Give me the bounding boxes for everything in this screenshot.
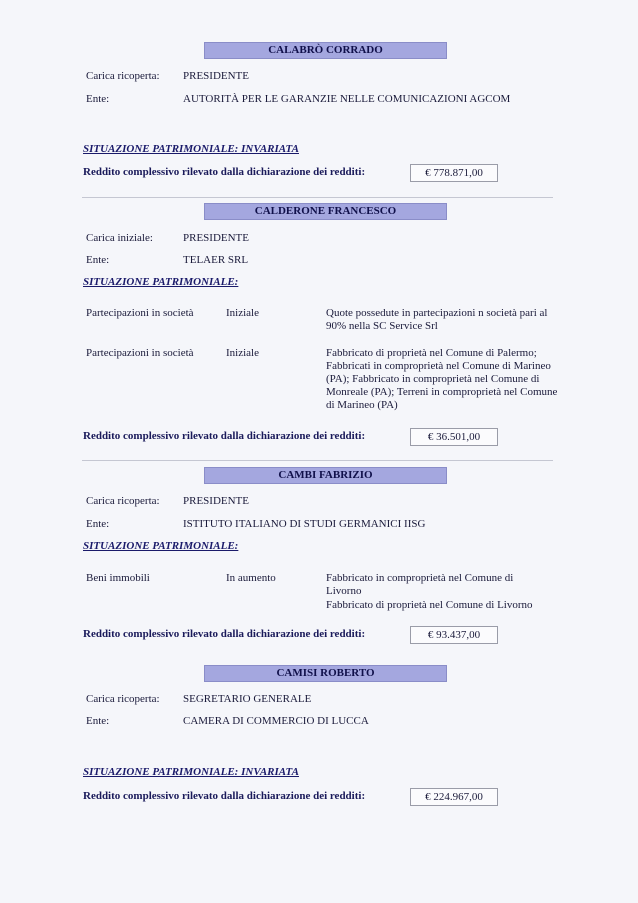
ente-value: CAMERA DI COMMERCIO DI LUCCA: [183, 715, 369, 727]
role-value: PRESIDENTE: [183, 495, 249, 507]
ente-value: AUTORITÀ PER LE GARANZIE NELLE COMUNICAZIONI AGCOM: [183, 93, 511, 105]
ente-label: Ente:: [86, 715, 110, 727]
role-value: PRESIDENTE: [183, 232, 249, 244]
ente-value: TELAER SRL: [183, 254, 249, 266]
asset-description: Fabbricato in comproprietà nel Comune di Livorno: [326, 572, 514, 597]
asset-status: Iniziale: [226, 307, 259, 319]
role-label: Carica iniziale:: [86, 232, 153, 244]
asset-description: Fabbricato di proprietà nel Comune di Palermo; Fabbricati in comproprietà nel Comune di Marineo (PA); Fabbricato in comproprietà nel Comune di Monreale (PA); Terreni in comproprietà nel Comune di Marineo (PA): [326, 347, 558, 411]
income-value-box: € 93.437,00: [410, 626, 498, 644]
role-label: Carica ricoperta:: [86, 693, 160, 705]
role-label: Carica ricoperta:: [86, 495, 160, 507]
income-label: Reddito complessivo rilevato dalla dichiarazione dei redditi:: [83, 166, 366, 178]
income-value-box: € 778.871,00: [410, 164, 498, 182]
situation-heading: SITUAZIONE PATRIMONIALE:: [83, 276, 239, 288]
asset-description-2: Fabbricato di proprietà nel Comune di Livorno: [326, 599, 533, 611]
asset-status: In aumento: [226, 572, 276, 584]
asset-type: Beni immobili: [86, 572, 150, 584]
entry-name-header: CALABRÒ CORRADO: [204, 42, 447, 59]
situation-heading: SITUAZIONE PATRIMONIALE: INVARIATA: [83, 143, 299, 155]
income-label: Reddito complessivo rilevato dalla dichiarazione dei redditi:: [83, 790, 366, 802]
ente-label: Ente:: [86, 518, 110, 530]
income-label: Reddito complessivo rilevato dalla dichiarazione dei redditi:: [83, 628, 366, 640]
ente-label: Ente:: [86, 254, 110, 266]
ente-label: Ente:: [86, 93, 110, 105]
entry-name-header: CAMISI ROBERTO: [204, 665, 447, 682]
section-divider: [82, 460, 553, 461]
asset-description: Quote possedute in partecipazioni n società pari al 90% nella SC Service Srl: [326, 307, 548, 332]
asset-type: Partecipazioni in società: [86, 307, 194, 319]
situation-heading: SITUAZIONE PATRIMONIALE:: [83, 540, 239, 552]
asset-status: Iniziale: [226, 347, 259, 359]
situation-heading: SITUAZIONE PATRIMONIALE: INVARIATA: [83, 766, 299, 778]
section-divider: [82, 197, 553, 198]
income-label: Reddito complessivo rilevato dalla dichiarazione dei redditi:: [83, 430, 366, 442]
income-value-box: € 36.501,00: [410, 428, 498, 446]
role-value: SEGRETARIO GENERALE: [183, 693, 312, 705]
role-label: Carica ricoperta:: [86, 70, 160, 82]
asset-type: Partecipazioni in società: [86, 347, 194, 359]
entry-name-header: CAMBI FABRIZIO: [204, 467, 447, 484]
entry-name-header: CALDERONE FRANCESCO: [204, 203, 447, 220]
ente-value: ISTITUTO ITALIANO DI STUDI GERMANICI IISG: [183, 518, 426, 530]
income-value-box: € 224.967,00: [410, 788, 498, 806]
role-value: PRESIDENTE: [183, 70, 249, 82]
